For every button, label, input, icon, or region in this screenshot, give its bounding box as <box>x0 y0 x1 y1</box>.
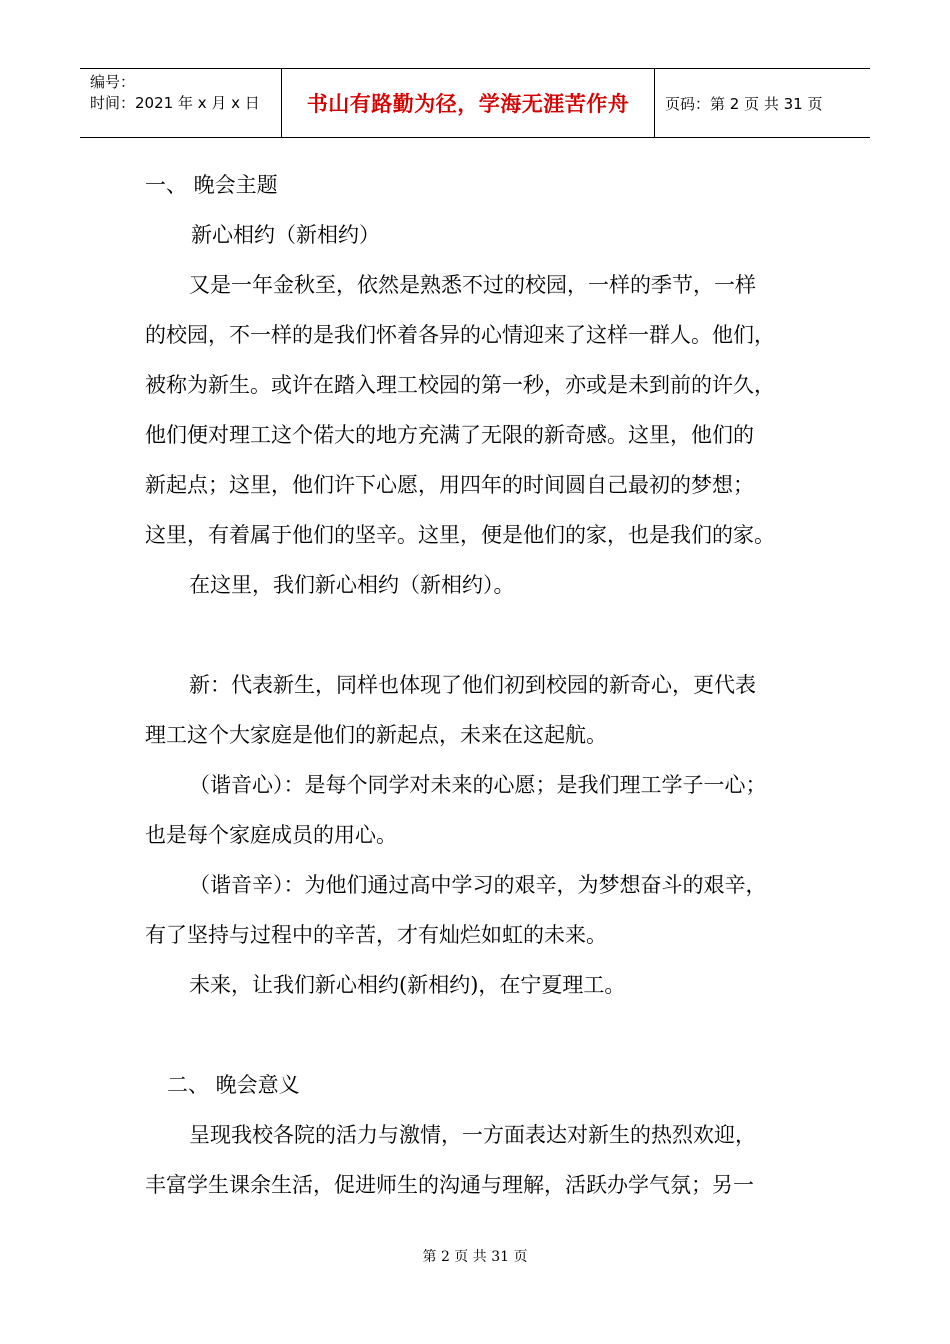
page-header <box>80 68 870 138</box>
paragraph-line: 丰富学生课余生活，促进师生的沟通与理解，活跃办学气氛；另一 <box>145 1173 754 1197</box>
paragraph-line: 这里，有着属于他们的坚辛。这里，便是他们的家，也是我们的家。 <box>145 523 775 547</box>
paragraph-line: 新起点；这里，他们许下心愿，用四年的时间圆自己最初的梦想； <box>145 473 754 497</box>
paragraph-line: 新：代表新生，同样也体现了他们初到校园的新奇心，更代表 <box>189 673 756 697</box>
page-footer: 第 2 页 共 31 页 <box>422 1249 528 1265</box>
paragraph-line: 在这里，我们新心相约（新相约）。 <box>189 573 515 597</box>
paragraph-line: 有了坚持与过程中的辛苦，才有灿烂如虹的未来。 <box>145 923 607 947</box>
document-date: 时间：2021 年 x 月 x 日 <box>90 94 260 112</box>
paragraph-line: 他们便对理工这个偌大的地方充满了无限的新奇感。这里，他们的 <box>145 423 754 447</box>
paragraph-line: 未来，让我们新心相约(新相约)，在宁夏理工。 <box>189 973 626 997</box>
blank-line <box>145 610 825 660</box>
blank-line <box>145 1010 825 1060</box>
paragraph-line: （谐音心）：是每个同学对未来的心愿；是我们理工学子一心； <box>189 773 767 797</box>
paragraph-line: 又是一年金秋至，依然是熟悉不过的校园，一样的季节，一样 <box>189 273 756 297</box>
header-meta <box>80 69 282 137</box>
document-body <box>145 160 825 1210</box>
paragraph-line: 理工这个大家庭是他们的新起点，未来在这起航。 <box>145 723 607 747</box>
section-heading-theme: 一、 晚会主题 <box>145 173 278 197</box>
paragraph-line: 呈现我校各院的活力与激情，一方面表达对新生的热烈欢迎， <box>189 1123 756 1147</box>
paragraph-line: 的校园，不一样的是我们怀着各异的心情迎来了这样一群人。他们， <box>145 323 775 347</box>
header-motto: 书山有路勤为径，学海无涯苦作舟 <box>282 69 655 137</box>
paragraph-line: 被称为新生。或许在踏入理工校园的第一秒，亦或是未到前的许久， <box>145 373 775 397</box>
section-heading-significance: 二、 晚会意义 <box>167 1073 300 1097</box>
paragraph-line: （谐音辛）：为他们通过高中学习的艰辛，为梦想奋斗的艰辛， <box>189 873 767 897</box>
paragraph-line: 也是每个家庭成员的用心。 <box>145 823 397 847</box>
theme-title: 新心相约（新相约） <box>191 223 380 247</box>
document-number-label: 编号： <box>90 73 136 91</box>
header-page-number: 页码：第 2 页 共 31 页 <box>665 94 823 113</box>
